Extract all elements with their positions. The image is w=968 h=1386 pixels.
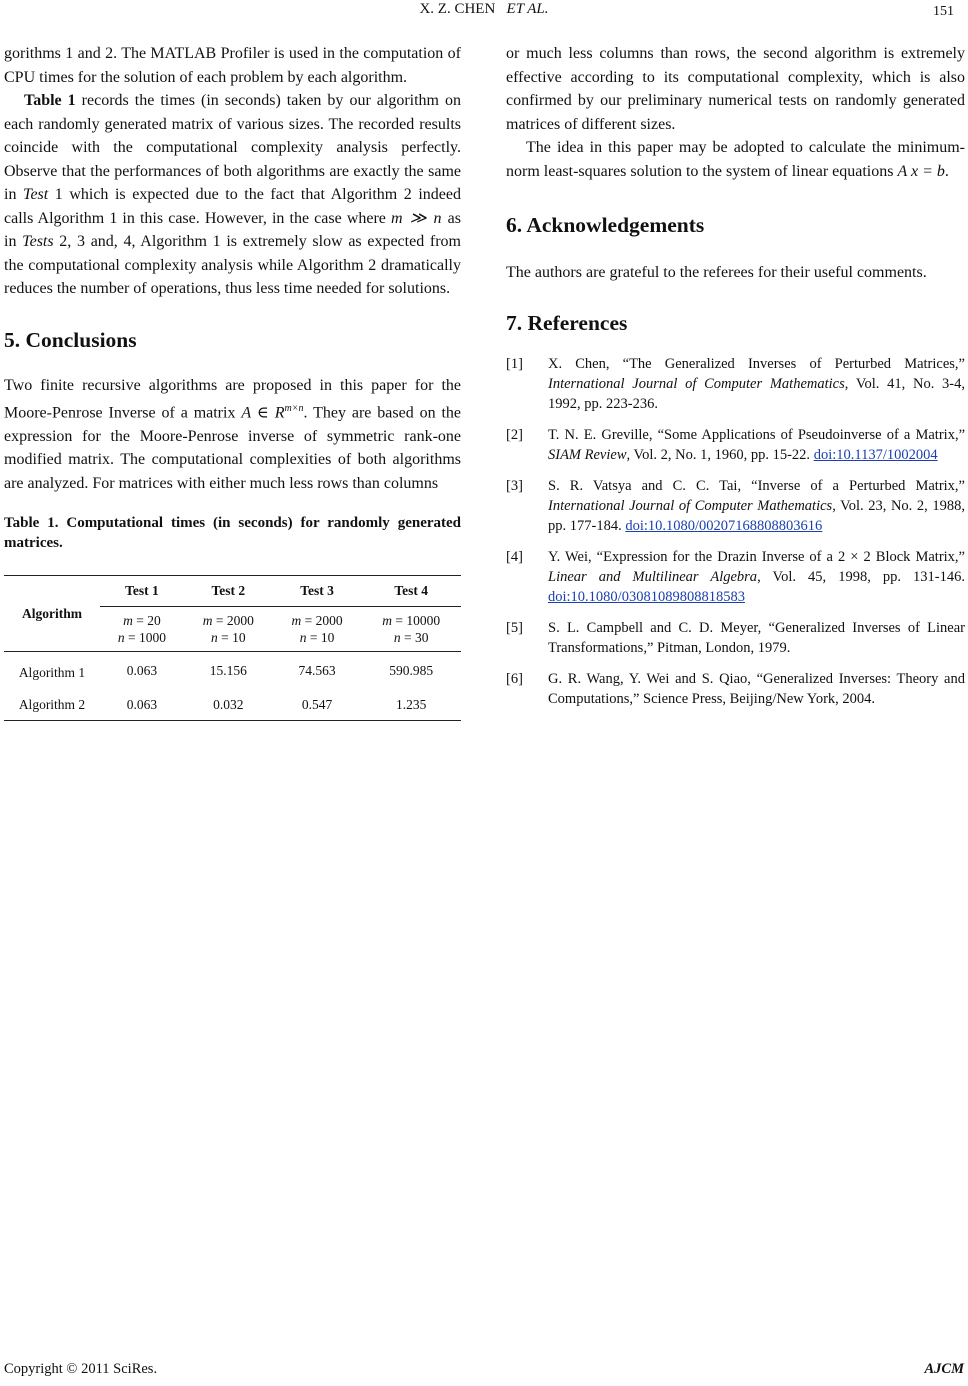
size-m: 2000 — [315, 613, 343, 629]
test-word: Test — [23, 186, 49, 203]
reference-journal: International Journal of Computer Mathematics — [548, 375, 845, 392]
table-header-test: Test 1 — [125, 583, 159, 599]
paragraph-acknowledgements: The authors are grateful to the referees for their useful comments. — [506, 264, 927, 281]
table-header-size: m = 20 n = 1000 — [100, 607, 184, 652]
reference-journal: SIAM Review — [548, 446, 627, 463]
table-row — [4, 652, 461, 691]
reference-text: T. N. E. Greville, “Some Applications of Pseudoinverse of a Matrix,” — [548, 426, 965, 443]
reference-item — [506, 669, 965, 709]
results-table — [4, 575, 461, 721]
table-cell: 0.063 — [126, 697, 158, 713]
reference-list — [506, 354, 965, 709]
text-span: The idea in this paper may be adopted to calculate the minimum-norm least-squares solution to the system of linear equations — [506, 139, 965, 180]
running-head — [0, 1, 968, 18]
size-m: 2000 — [226, 613, 254, 629]
table-header-size: m = 10000 n = 30 — [361, 607, 461, 652]
table-header-test: Test 2 — [211, 583, 246, 599]
reference-text: , Vol. 2, No. 1, 1960, pp. 15-22. — [626, 446, 814, 463]
reference-item — [506, 547, 965, 607]
equation-axb: A x = b — [897, 162, 945, 180]
doi-link[interactable]: doi:10.1080/03081089808818583 — [548, 588, 745, 605]
doi-link[interactable]: doi:10.1080/00207168808803616 — [625, 517, 823, 534]
table-cell: 15.156 — [209, 663, 247, 679]
math-m-gg-n: m ≫ n — [391, 209, 443, 227]
section-7-heading: 7. References — [506, 310, 628, 335]
size-n: 30 — [415, 630, 429, 646]
page-header — [0, 0, 968, 26]
table-cell: 0.032 — [213, 697, 244, 713]
paragraph-table-discussion — [4, 89, 461, 301]
math-A: A — [241, 404, 252, 422]
size-n: 1000 — [139, 630, 167, 646]
paragraph-profiler: gorithms 1 and 2. The MATLAB Profiler is used in the computation of CPU times for the solution of each problem by each algorithm. — [4, 45, 461, 86]
table-row — [4, 690, 461, 721]
paragraph-complexity: or much less columns than rows, the second algorithm is extremely effective according to its computational complexity, which is also confirmed by our preliminary numerical tests on randomly generated matrices of different sizes. — [506, 45, 965, 133]
reference-text: , Vol. 45, 1998, pp. 131-146. — [757, 568, 965, 585]
table-cell: 0.547 — [301, 697, 333, 713]
right-column — [506, 42, 965, 720]
table-header-test: Test 3 — [300, 583, 334, 599]
paragraph-conclusions — [4, 374, 461, 496]
reference-text: , Vol. 41, No. 3-4, 1992, pp. 223-236. — [548, 375, 966, 412]
reference-text: G. R. Wang, Y. Wei and S. Qiao, “Generalized Inverses: Theory and Computations,” Science Press, Beijing/New York, 2004. — [548, 670, 965, 707]
reference-text: S. R. Vatsya and C. C. Tai, “Inverse of a Perturbed Matrix,” — [548, 477, 965, 494]
reference-item — [506, 618, 965, 658]
reference-number: [1] — [506, 355, 523, 372]
copyright-text: Copyright © 2011 SciRes. — [4, 1361, 158, 1377]
text-span: Two finite recursive algorithms are proposed in this paper for the Moore-Penrose Inverse of a matrix — [4, 376, 461, 422]
reference-number: [5] — [506, 619, 523, 636]
reference-number: [3] — [506, 477, 523, 494]
size-m: 20 — [147, 613, 161, 629]
reference-journal: Linear and Multilinear Algebra — [548, 568, 758, 585]
math-in: ∈ — [251, 404, 275, 422]
reference-item — [506, 476, 965, 536]
math-R: R — [274, 404, 285, 422]
table-header-size: m = 2000 n = 10 — [273, 607, 362, 652]
reference-text: S. L. Campbell and C. D. Meyer, “Generalized Inverses of Linear Transformations,” Pitman, London, 1979. — [548, 619, 965, 656]
reference-item — [506, 354, 965, 414]
text-span: 2, 3 and, 4, Algorithm 1 is extremely slow as expected from the computational complexity analysis while Algorithm 2 dramatically reduces the number of operations, thus less time needed for solutions. — [4, 233, 462, 297]
tests-word: Tests — [22, 233, 54, 250]
doi-link[interactable]: doi:10.1137/1002004 — [813, 446, 938, 463]
reference-item — [506, 425, 965, 465]
table-header-test: Test 4 — [394, 583, 428, 599]
reference-number: [6] — [506, 670, 523, 687]
text-span: records the times (in seconds) taken by our algorithm on each randomly generated matrix of various sizes. The recorded results coincide with the computational complexity analysis perfectly. Observe that the performances of both algorithms are exactly the same in — [4, 92, 461, 203]
reference-number: [2] — [506, 426, 523, 443]
table-ref: Table 1 — [24, 92, 76, 109]
text-span: 1 which is expected due to the fact that Algorithm 2 indeed calls Algorithm 1 in this case. However, in the case where — [4, 186, 461, 227]
section-5-heading: 5. Conclusions — [4, 327, 137, 352]
reference-text: X. Chen, “The Generalized Inverses of Perturbed Matrices,” — [548, 355, 965, 372]
page-footer — [4, 1361, 964, 1378]
size-m: 10000 — [406, 613, 441, 629]
text-span: . They are based on the expression for the Moore-Penrose inverse of symmetric rank-one modified matrix. The computational complexities of both algorithms are analyzed. For matrices with either much less rows than columns — [4, 404, 462, 492]
journal-abbrev: AJCM — [924, 1361, 964, 1377]
paragraph-minimum-norm — [506, 136, 965, 183]
reference-journal: International Journal of Computer Mathematics — [548, 497, 833, 514]
table-header-size: m = 2000 n = 10 — [184, 607, 273, 652]
table-header-algorithm: Algorithm — [4, 576, 100, 652]
math-superscript: m×n — [284, 403, 304, 414]
table-caption: Table 1. Computational times (in seconds) for randomly generated matrices. — [4, 515, 461, 552]
table-cell: 74.563 — [298, 663, 336, 679]
table-cell: 1.235 — [396, 697, 427, 713]
size-n: 10 — [232, 630, 246, 646]
left-column — [4, 42, 461, 721]
reference-number: [4] — [506, 548, 523, 565]
reference-text: , Vol. 23, No. 2, 1988, pp. 177-184. — [548, 497, 965, 534]
running-head-etal: ET AL. — [506, 1, 549, 17]
row-label: Algorithm 1 — [18, 665, 86, 681]
reference-text: Y. Wei, “Expression for the Drazin Inverse of a 2 × 2 Block Matrix,” — [548, 548, 965, 565]
page-number: 151 — [933, 4, 954, 19]
text-span: . — [944, 162, 949, 180]
table-cell: 590.985 — [389, 663, 434, 679]
row-label: Algorithm 2 — [18, 697, 86, 713]
running-head-authors: X. Z. CHEN — [419, 1, 496, 17]
text-span: as in — [4, 209, 462, 250]
section-6-heading: 6. Acknowledgements — [506, 213, 705, 237]
size-n: 10 — [320, 630, 335, 646]
table-cell: 0.063 — [126, 663, 158, 679]
